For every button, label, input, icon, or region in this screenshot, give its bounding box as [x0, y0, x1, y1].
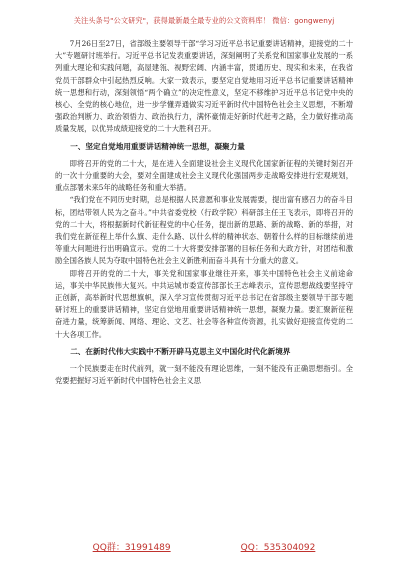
section-heading-1: 一、坚定自觉地用重要讲话精神统一思想，凝聚力量: [70, 141, 245, 151]
section-heading-2: 二、在新时代伟大实践中不断开辟马克思主义中国化时代化新境界: [70, 346, 291, 356]
document-body: [55, 38, 353, 387]
page-header: 关注头条号"公文研究"，获得最新最全最专业的公文资料库！ 微信：gongwenyj: [73, 16, 335, 25]
body-paragraph: 即将召开的党的二十大，是在进入全面建设社会主义现代化国家新征程的关键时刻召开的一次十分重要的大会，要对全面建成社会主义现代化强国两步走战略安排进行宏观规划，重点部署未来5年的战略任务和重大举措。: [55, 158, 353, 193]
intro-paragraph: 7月26日至27日，省部级主要领导干部“学习习近平总书记重要讲话精神，迎接党的二十大”专题研讨班举行。习近平总书记发表重要讲话，深刻阐明了关系党和国家事业发展的一系列重大理论和实践问题，高屋建瓴、视野宏阔、内涵丰富，贯通历史、现实和未来，在我省党员干部群众中引起热烈反响。大家一致表示，要坚定自觉地用习近平总书记重要讲话精神统一思想和行动，深刻领悟“两个确立”的决定性意义，坚定不移维护习近平总书记党中央的核心、全党的核心地位，进一步学懂弄通做实习近平新时代中国特色社会主义思想，不断增强政治判断力、政治领悟力、政治执行力，满怀豪情走好新时代赶考之路，全力做好推动高质量发展，以优异成绩迎接党的二十大胜利召开。: [55, 39, 353, 134]
quote-paragraph: “我们党在不同历史时期，总是根据人民意愿和事业发展需要，提出富有感召力的奋斗目标，团结带领人民为之奋斗。”中共省委党校（行政学院）科研部主任王飞表示，即将召开的党的二十大，将根据新时代新征程党的中心任务，提出新的思路、新的战略、新的举措，对我们党在新征程上举什么旗、走什么路、以什么样的精神状态、朝着什么样的目标继续前进等重大问题进行出明确宣示。党的二十大将要安排部署的目标任务和大政方针，对团结和激励全国各族人民为夺取中国特色社会主义新胜利而奋斗具有十分重大的意义。: [55, 195, 353, 266]
body-paragraph: 即将召开的党的二十大，事关党和国家事业继往开来，事关中国特色社会主义前途命运，事关中华民族伟大复兴。中共运城市委宣传部部长王志峰表示，宣传思想战线要坚持守正创新，高举新时代思想旗帜，深入学习宣传贯彻习近平总书记在省部级主要领导干部专题研讨班上的重要讲话精神，坚定自觉地用重要讲话精神统一思想，凝聚力量。要汇聚新征程奋进力量，统筹新闻、网络、理论、文艺、社会等各种宣传资源，扎实做好迎接宣传党的二十大各项工作。: [55, 268, 353, 339]
qq-contact-link[interactable]: QQ：535304092: [240, 543, 316, 553]
body-paragraph: 一个民族要走在时代前列，就一刻不能没有理论思维，一刻不能没有正确思想指引。全党要把握好习近平新时代中国特色社会主义思: [55, 364, 353, 386]
qq-group-link[interactable]: QQ群：31991489: [92, 543, 171, 553]
page-footer: [0, 540, 408, 553]
